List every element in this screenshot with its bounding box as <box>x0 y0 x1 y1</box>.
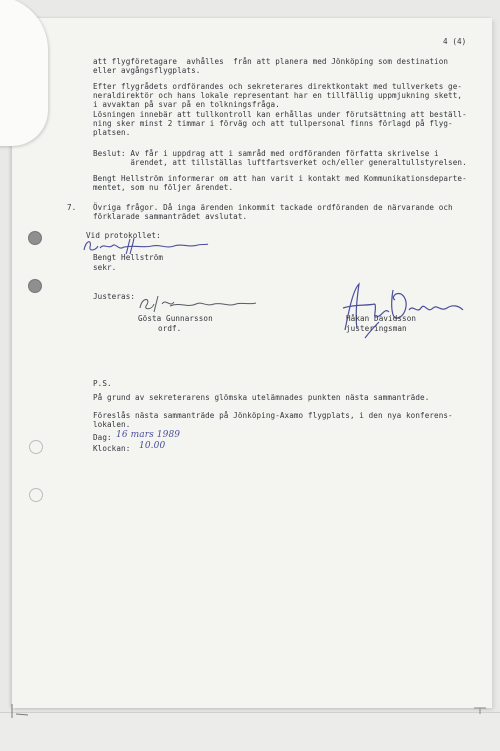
item-other-questions: Övriga frågor. Då inga ärenden inkommit tackade ordföranden de närvarande och förklarade sammanträdet avslutat. <box>93 203 453 222</box>
punch-hole <box>28 231 42 245</box>
bottom-page-edge <box>0 712 500 751</box>
adjuster-title: justeringsman <box>346 324 407 333</box>
corner-mark <box>472 700 488 716</box>
paragraph-destination: att flygföretagare avhålles från att planera med Jönköping som destination eller avgångsflygplats. <box>93 57 449 76</box>
time-label: Klockan: <box>93 444 131 453</box>
postscript-text: På grund av sekreterarens glömska utelämnades punkten nästa sammanträde. <box>93 393 430 402</box>
chair-signature <box>136 292 261 316</box>
postscript-label: P.S. <box>93 379 112 388</box>
chair-title: ordf. <box>158 324 182 333</box>
punch-hole <box>29 488 43 502</box>
day-value: 16 mars 1989 <box>116 430 181 440</box>
item-number-7: 7. <box>67 203 77 212</box>
adjusted-label: Justeras: <box>93 292 136 301</box>
punch-hole <box>29 440 43 454</box>
paragraph-decision: Beslut: Av får i uppdrag att i samråd med ordföranden författa skrivelse i ärendet, att tillställas luftfartsverket och/eller generaltullstyrelsen. <box>93 149 467 168</box>
paragraph-customs-contact: Efter flygrådets ordförandes och sekreterares direktkontakt med tullverkets ge- neraldirektör och hans lokale representant har en tillfällig uppmjukning skett, i avvaktan på svar på en tolkningsfråga. Lösningen innebär att tullkontroll kan erhållas under förutsättning att beställ- ning sker minst 2 timmar i förväg och att tullpersonal finns förlagd på flyg- platsen. <box>93 82 467 138</box>
adjuster-name: Håkan Davidsson <box>346 314 417 323</box>
chair-name: Gösta Gunnarsson <box>138 314 213 323</box>
punch-hole <box>28 279 42 293</box>
page-number: 4 (4) <box>443 37 467 46</box>
secretary-name: Bengt Hellström <box>93 253 164 262</box>
secretary-title: sekr. <box>93 263 117 272</box>
paragraph-ministry-contact: Bengt Hellström informerar om att han varit i kontakt med Kommunikationsdeparte- mentet, som nu följer ärendet. <box>93 174 467 193</box>
scan-mark <box>8 700 32 724</box>
postscript-proposal: Föreslås nästa sammanträde på Jönköping-Axamo flygplats, i den nya konferens- lokalen. <box>93 411 453 430</box>
day-label: Dag: <box>93 433 112 442</box>
protocol-label: Vid protokollet: <box>86 231 161 240</box>
time-value: 10.00 <box>139 441 166 451</box>
